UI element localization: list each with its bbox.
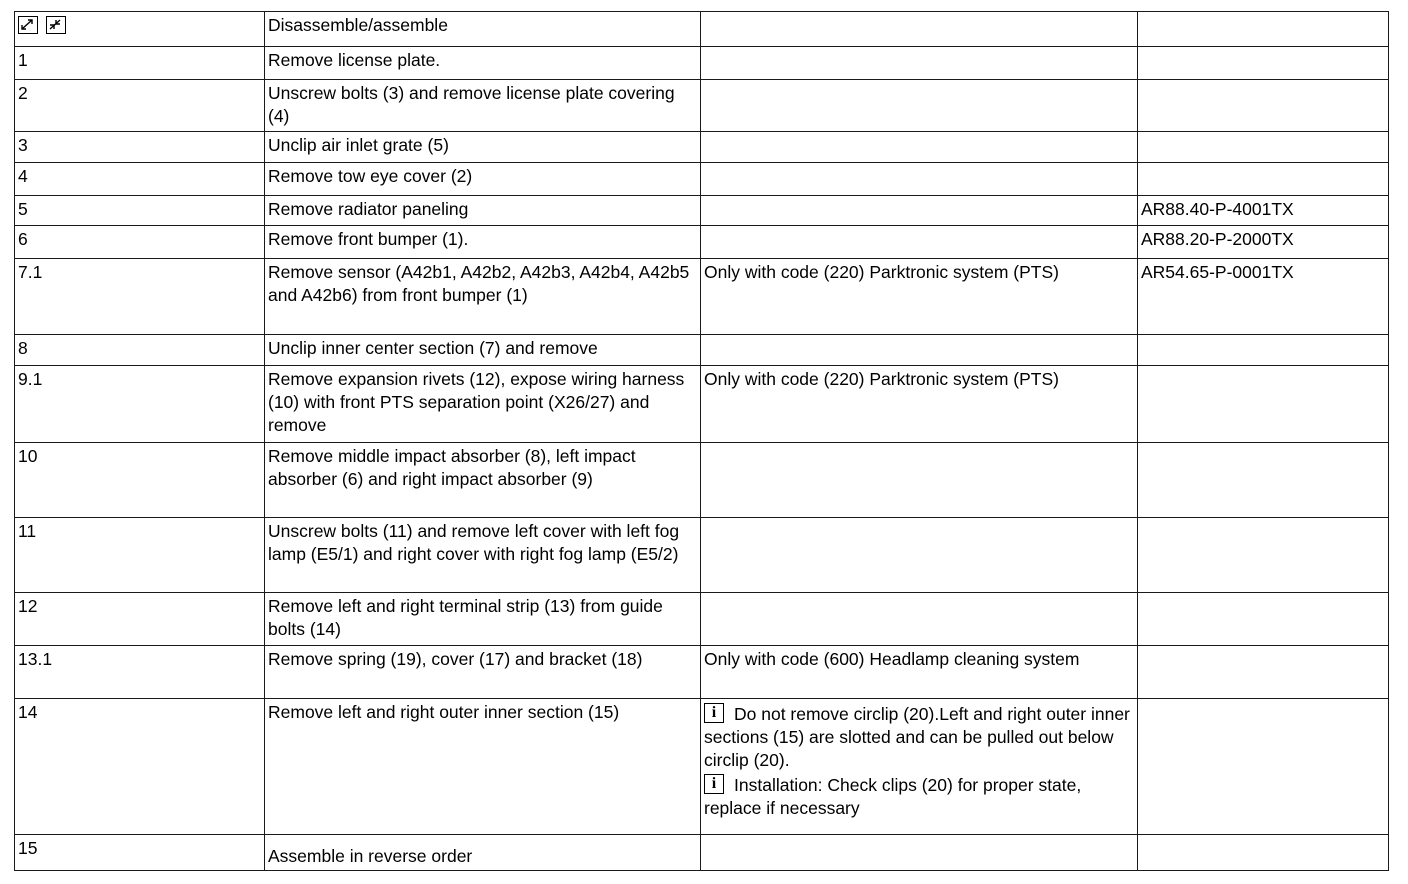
step-number: 15 xyxy=(15,835,265,871)
info-icon: i xyxy=(704,774,724,794)
header-icons-cell xyxy=(15,12,265,47)
step-ref[interactable] xyxy=(1138,335,1389,366)
table-row xyxy=(15,226,1389,259)
step-number: 9.1 xyxy=(15,366,265,443)
step-number: 1 xyxy=(15,47,265,80)
step-note: Only with code (220) Parktronic system (PTS) xyxy=(701,259,1138,335)
step-action: Remove spring (19), cover (17) and bracket (18) xyxy=(265,646,701,699)
step-note xyxy=(701,196,1138,226)
table-row xyxy=(15,366,1389,443)
expand-icon[interactable] xyxy=(18,16,38,34)
step-note xyxy=(701,80,1138,132)
step-note xyxy=(701,835,1138,871)
step-note xyxy=(701,335,1138,366)
step-action: Remove radiator paneling xyxy=(265,196,701,226)
step-number: 2 xyxy=(15,80,265,132)
step-note xyxy=(701,132,1138,163)
step-action: Remove sensor (A42b1, A42b2, A42b3, A42b4, A42b5 and A42b6) from front bumper (1) xyxy=(265,259,701,335)
step-action: Remove expansion rivets (12), expose wiring harness (10) with front PTS separation point (X26/27) and remove xyxy=(265,366,701,443)
step-ref[interactable] xyxy=(1138,132,1389,163)
step-note xyxy=(701,226,1138,259)
procedure-table xyxy=(14,11,1389,871)
table-row xyxy=(15,47,1389,80)
step-number: 14 xyxy=(15,699,265,835)
step-action: Unclip inner center section (7) and remove xyxy=(265,335,701,366)
step-action: Remove left and right terminal strip (13) from guide bolts (14) xyxy=(265,593,701,646)
step-number: 10 xyxy=(15,443,265,518)
step-note xyxy=(701,593,1138,646)
step-note xyxy=(701,163,1138,196)
step-action: Assemble in reverse order xyxy=(265,835,701,871)
step-ref[interactable]: AR88.20-P-2000TX xyxy=(1138,226,1389,259)
step-note-cell xyxy=(701,699,1138,835)
step-number: 4 xyxy=(15,163,265,196)
step-ref[interactable] xyxy=(1138,699,1389,835)
step-ref[interactable] xyxy=(1138,366,1389,443)
step-number: 6 xyxy=(15,226,265,259)
step-number: 13.1 xyxy=(15,646,265,699)
step-ref[interactable] xyxy=(1138,47,1389,80)
step-ref[interactable] xyxy=(1138,80,1389,132)
step-ref[interactable] xyxy=(1138,646,1389,699)
step-action: Remove license plate. xyxy=(265,47,701,80)
table-row xyxy=(15,518,1389,593)
step-ref[interactable] xyxy=(1138,835,1389,871)
note-2 xyxy=(704,774,1134,820)
step-ref[interactable] xyxy=(1138,518,1389,593)
table-row xyxy=(15,335,1389,366)
header-note-cell xyxy=(701,12,1138,47)
step-number: 11 xyxy=(15,518,265,593)
step-action: Remove tow eye cover (2) xyxy=(265,163,701,196)
step-ref[interactable] xyxy=(1138,443,1389,518)
step-action: Unscrew bolts (11) and remove left cover with left fog lamp (E5/1) and right cover with right fog lamp (E5/2) xyxy=(265,518,701,593)
table-header-row xyxy=(15,12,1389,47)
table-row xyxy=(15,259,1389,335)
note-text-2: Installation: Check clips (20) for proper state, replace if necessary xyxy=(704,775,1082,818)
step-note xyxy=(701,47,1138,80)
step-note xyxy=(701,518,1138,593)
table-row xyxy=(15,835,1389,871)
note-1 xyxy=(704,703,1134,772)
table-row xyxy=(15,132,1389,163)
table-row xyxy=(15,196,1389,226)
info-icon: i xyxy=(704,703,724,723)
step-number: 3 xyxy=(15,132,265,163)
step-action: Remove front bumper (1). xyxy=(265,226,701,259)
note-text-1: Do not remove circlip (20).Left and right outer inner sections (15) are slotted and can be pulled out below circlip (20). xyxy=(704,704,1130,770)
step-ref[interactable] xyxy=(1138,593,1389,646)
table-row xyxy=(15,646,1389,699)
step-number: 7.1 xyxy=(15,259,265,335)
header-title: Disassemble/assemble xyxy=(265,12,701,47)
step-note: Only with code (600) Headlamp cleaning system xyxy=(701,646,1138,699)
step-ref[interactable] xyxy=(1138,163,1389,196)
table-row xyxy=(15,699,1389,835)
step-note xyxy=(701,443,1138,518)
step-number: 5 xyxy=(15,196,265,226)
collapse-icon[interactable] xyxy=(46,16,66,34)
step-action: Unclip air inlet grate (5) xyxy=(265,132,701,163)
header-ref-cell xyxy=(1138,12,1389,47)
step-action: Unscrew bolts (3) and remove license plate covering (4) xyxy=(265,80,701,132)
step-number: 8 xyxy=(15,335,265,366)
step-note: Only with code (220) Parktronic system (PTS) xyxy=(701,366,1138,443)
table-row xyxy=(15,163,1389,196)
step-action: Remove middle impact absorber (8), left impact absorber (6) and right impact absorber (9) xyxy=(265,443,701,518)
table-row xyxy=(15,593,1389,646)
step-number: 12 xyxy=(15,593,265,646)
step-action: Remove left and right outer inner section (15) xyxy=(265,699,701,835)
table-row xyxy=(15,443,1389,518)
table-row xyxy=(15,80,1389,132)
step-ref[interactable]: AR54.65-P-0001TX xyxy=(1138,259,1389,335)
step-ref[interactable]: AR88.40-P-4001TX xyxy=(1138,196,1389,226)
